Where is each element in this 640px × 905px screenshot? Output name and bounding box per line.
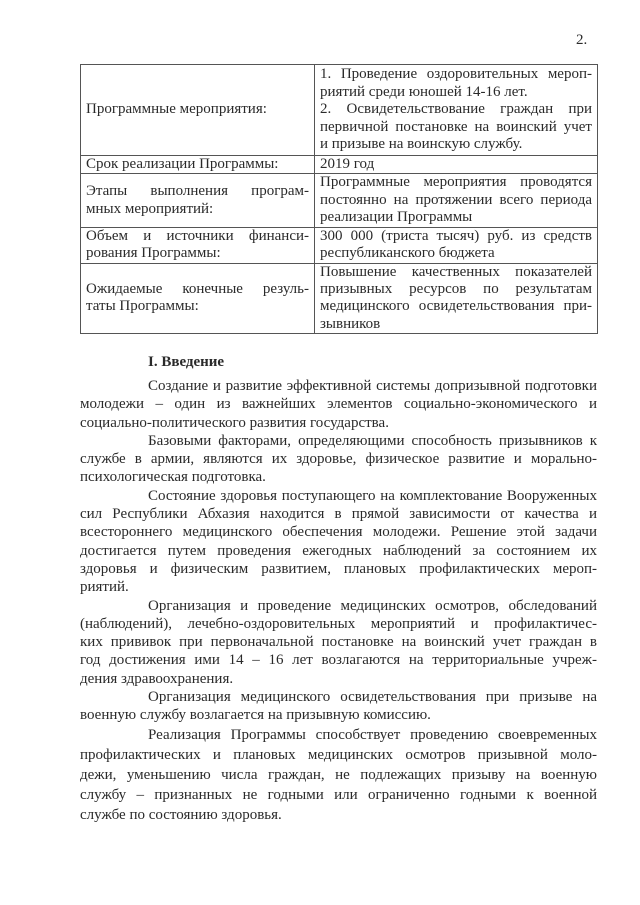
text-line: постоянно на протяжении всего периода	[320, 191, 592, 208]
text-line: достигается путем проведения ежегодных наблюдений за состоянием их	[80, 542, 597, 559]
page-number: 2.	[576, 32, 588, 48]
text-line: Создание и развитие эффективной системы допризывной подготовки	[148, 378, 597, 394]
table-row	[81, 156, 598, 174]
row-value	[315, 65, 598, 156]
row-label	[81, 65, 315, 156]
text-line: Программные мероприятия проводятся	[320, 174, 592, 191]
text-line: реализации Программы	[320, 209, 473, 226]
text-line: республиканского бюджета	[320, 245, 495, 262]
text-line: Программные мероприятия:	[86, 101, 267, 118]
text-line: всестороннего медицинского обеспечения молодежи. Решение этой задачи	[80, 524, 597, 541]
paragraph	[80, 377, 597, 432]
row-value	[315, 227, 598, 263]
text-line: риятий среди юношей 14-16 лет.	[320, 83, 528, 100]
table-row	[81, 227, 598, 263]
row-value	[315, 156, 598, 174]
text-line: сил Республики Абхазия находится в прямой зависимости от качества и	[80, 506, 597, 523]
text-line: службе в армии, являются их здоровье, физическое развитие и морально-	[80, 451, 597, 468]
text-line: Организация медицинского освидетельствования при призыве на	[148, 689, 597, 706]
text-line: Базовыми факторами, определяющими способность призывников к	[148, 432, 597, 449]
text-line: 300 000 (триста тысяч) руб. из средств	[320, 227, 592, 244]
paragraph	[80, 725, 597, 825]
paragraph	[80, 487, 597, 597]
text-line: призывных ресурсов по результатам	[320, 281, 592, 298]
text-line: дения здравоохранения.	[80, 670, 234, 687]
paragraph	[80, 432, 597, 487]
text-line: Организация и проведение медицинских осмотров, обследований	[148, 597, 597, 614]
text-line: зывников	[320, 315, 381, 332]
text-line: медицинского освидетельствования при-	[320, 298, 592, 315]
table-row	[81, 174, 598, 227]
text-line: Ожидаемые конечные резуль-	[86, 281, 309, 298]
row-label	[81, 156, 315, 174]
program-passport-table	[80, 64, 598, 334]
text-line: профилактических и плановых медицинских осмотров призывной моло-	[80, 746, 597, 763]
text-line: Реализация Программы способствует проведению своевременных	[148, 726, 597, 743]
section-title: I. Введение	[148, 354, 225, 370]
text-line: 1. Проведение оздоровительных мероп-	[320, 66, 592, 83]
text-line: Срок реализации Программы:	[86, 156, 279, 172]
row-value	[315, 263, 598, 334]
text-line: Состояние здоровья поступающего на комплектование Вооруженных	[148, 487, 597, 504]
text-line: год достижения ими 14 – 16 лет возлагаются на территориальные учреж-	[80, 652, 597, 669]
text-line: Объем и источники финанси-	[86, 227, 309, 244]
row-value	[315, 174, 598, 227]
text-line: службу – признанных не годными или ограниченно годными к военной	[80, 786, 597, 803]
text-line: и призыве на воинскую службу.	[320, 136, 523, 153]
row-label	[81, 227, 315, 263]
text-line: 2. Освидетельствование граждан при	[320, 101, 592, 118]
text-line: службе по состоянию здоровья.	[80, 806, 282, 823]
paragraph	[80, 688, 597, 725]
text-line: 2019 год	[320, 156, 375, 172]
text-line: Повышение качественных показателей	[320, 263, 592, 280]
text-line: риятий.	[80, 579, 129, 596]
text-line: первичной постановке на воинский учет	[320, 118, 592, 135]
text-line: психологическая подготовка.	[80, 469, 266, 486]
body-text	[80, 377, 597, 825]
paragraph	[80, 597, 597, 688]
row-label	[81, 263, 315, 334]
text-line: ких прививок при первоначальной постановке на воинский учет граждан в	[80, 634, 597, 651]
text-line: (наблюдений), лечебно-оздоровительных мероприятий и профилактичес-	[80, 615, 597, 632]
text-line: молодежи – один из важнейших элементов социально-экономического и	[80, 396, 597, 413]
text-line: рования Программы:	[86, 245, 221, 262]
text-line: дежи, уменьшению числа граждан, не подлежащих призыву на военную	[80, 766, 597, 783]
text-line: мных мероприятий:	[86, 200, 214, 217]
row-label	[81, 174, 315, 227]
text-line: военную службу возлагается на призывную комиссию.	[80, 707, 431, 724]
text-line: таты Программы:	[86, 298, 199, 315]
text-line: здоровья и физическим развитием, плановых профилактических мероп-	[80, 560, 597, 577]
text-line: социально-политического развития государства.	[80, 414, 389, 431]
table-row	[81, 263, 598, 334]
table-row	[81, 65, 598, 156]
text-line: Этапы выполнения програм-	[86, 183, 309, 200]
